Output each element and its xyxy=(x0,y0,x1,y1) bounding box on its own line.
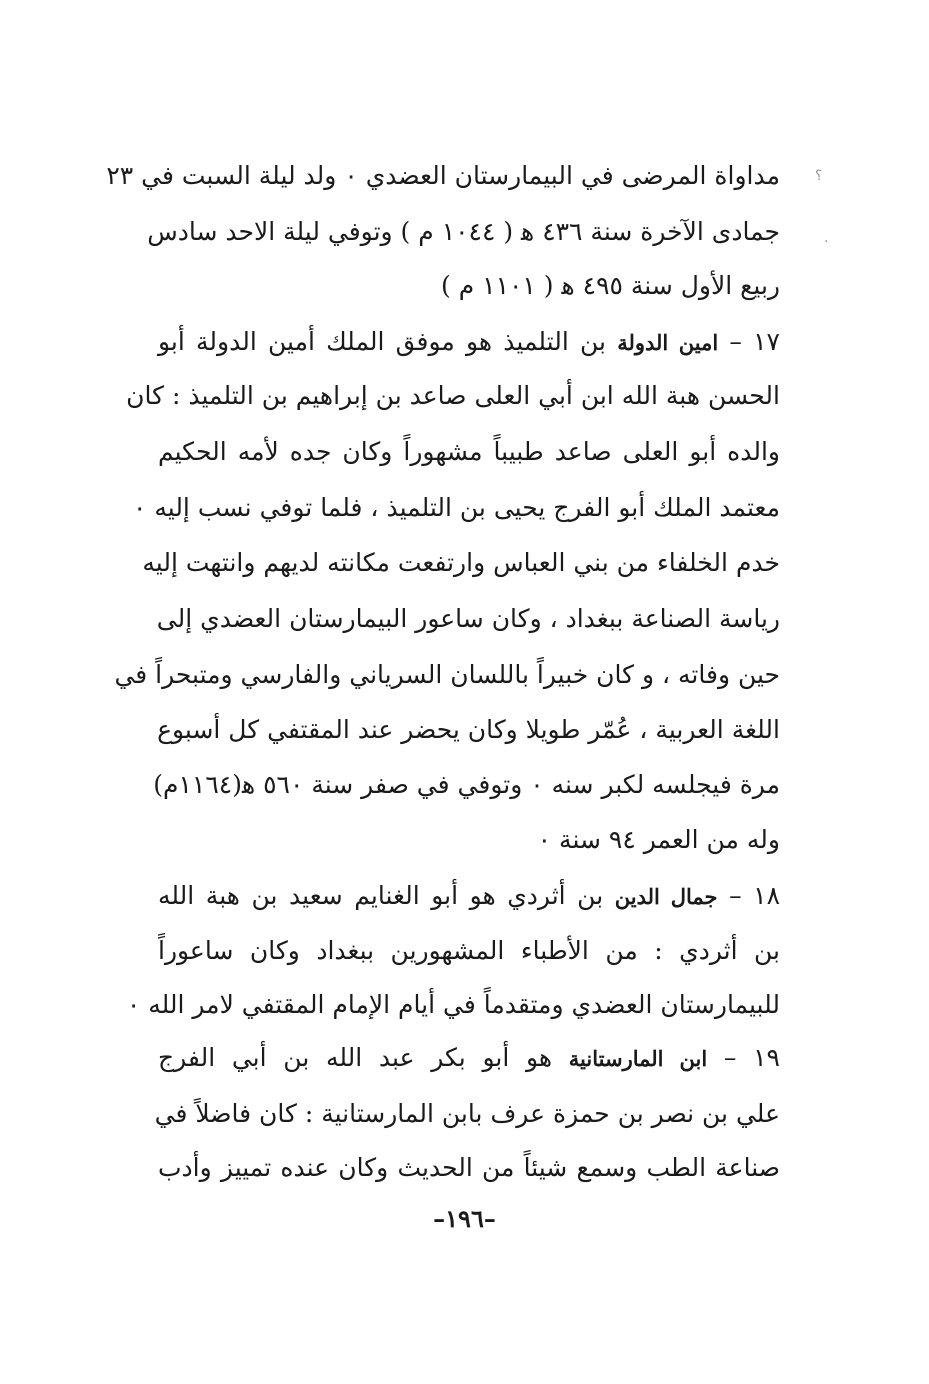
text-line: رياسة الصناعة ببغداد ، وكان ساعور البيمارستان العضدي إلى xyxy=(156,604,780,633)
entry-name: جمال الدين xyxy=(614,884,718,909)
text-line: مداواة المرضى في البيمارستان العضدي ٠ ولد ليلة السبت في ٢٣ xyxy=(106,161,780,190)
text-line: جمادى الآخرة سنة ٤٣٦ ﻫ ( ١٠٤٤ م ) وتوفي ليلة الاحد سادس xyxy=(147,217,780,246)
entry-heading-line xyxy=(158,322,780,362)
entry-name: ابن المارستانية xyxy=(568,1046,708,1071)
text-line: معتمد الملك أبو الفرج يحيى بن التلميذ ، فلما توفي نسب إليه ٠ xyxy=(132,493,780,522)
text-line: الحسن هبة الله ابن أبي العلى صاعد بن إبراهيم بن التلميذ : كان xyxy=(126,381,780,410)
entry-number: ١٨ – xyxy=(729,881,781,910)
text-line: بن أثردي : من الأطباء المشهورين ببغداد وكان ساعوراً xyxy=(158,936,780,965)
text-line: علي بن نصر بن حمزة عرف بابن المارستانية : كان فاضلاً في xyxy=(154,1099,780,1128)
text-line: صناعة الطب وسمع شيئاً من الحديث وكان عنده تمييز وأدب xyxy=(158,1153,780,1182)
text-line: مرة فيجلسه لكبر سنه ٠ وتوفي في صفر سنة ٥٦٠ ﻫ(١١٦٤م) xyxy=(153,770,780,799)
entry-heading-rest: هو أبو بكر عبد الله بن أبي الفرج xyxy=(158,1043,553,1072)
text-line: خدم الخلفاء من بني العباس وارتفعت مكانته لديهم وانتهت إليه xyxy=(142,548,780,577)
text-line: حين وفاته ، و كان خبيراً باللسان السرياني والفارسي ومتبحراً في xyxy=(114,660,780,689)
entry-heading-rest: بن التلميذ هو موفق الملك أمين الدولة أبو xyxy=(158,327,606,356)
text-line: وله من العمر ٩٤ سنة ٠ xyxy=(537,825,780,854)
text-line: والده أبو العلى صاعد طبيباً مشهوراً وكان جده لأمه الحكيم xyxy=(158,437,780,466)
margin-dot: · xyxy=(824,234,829,250)
entry-number: ١٩ – xyxy=(723,1043,780,1072)
text-line: اللغة العربية ، عُمّر طويلا وكان يحضر عند المقتفي كل أسبوع xyxy=(157,715,780,744)
entry-name: امين الدولة xyxy=(617,330,719,355)
text-line: للبيمارستان العضدي ومتقدماً في أيام الإمام المقتفي لامر الله ٠ xyxy=(126,990,780,1019)
entry-heading-line xyxy=(158,1038,780,1078)
text-line: ربيع الأول سنة ٤٩٥ ﻫ ( ١١٠١ م ) xyxy=(441,271,780,300)
entry-heading-line xyxy=(158,876,780,916)
entry-number: ١٧ – xyxy=(729,327,780,356)
page-number: –١٩٦– xyxy=(433,1204,496,1233)
entry-heading-rest: بن أثردي هو أبو الغنايم سعيد بن هبة الله xyxy=(158,881,604,910)
margin-mark: ⸮ xyxy=(815,168,823,184)
